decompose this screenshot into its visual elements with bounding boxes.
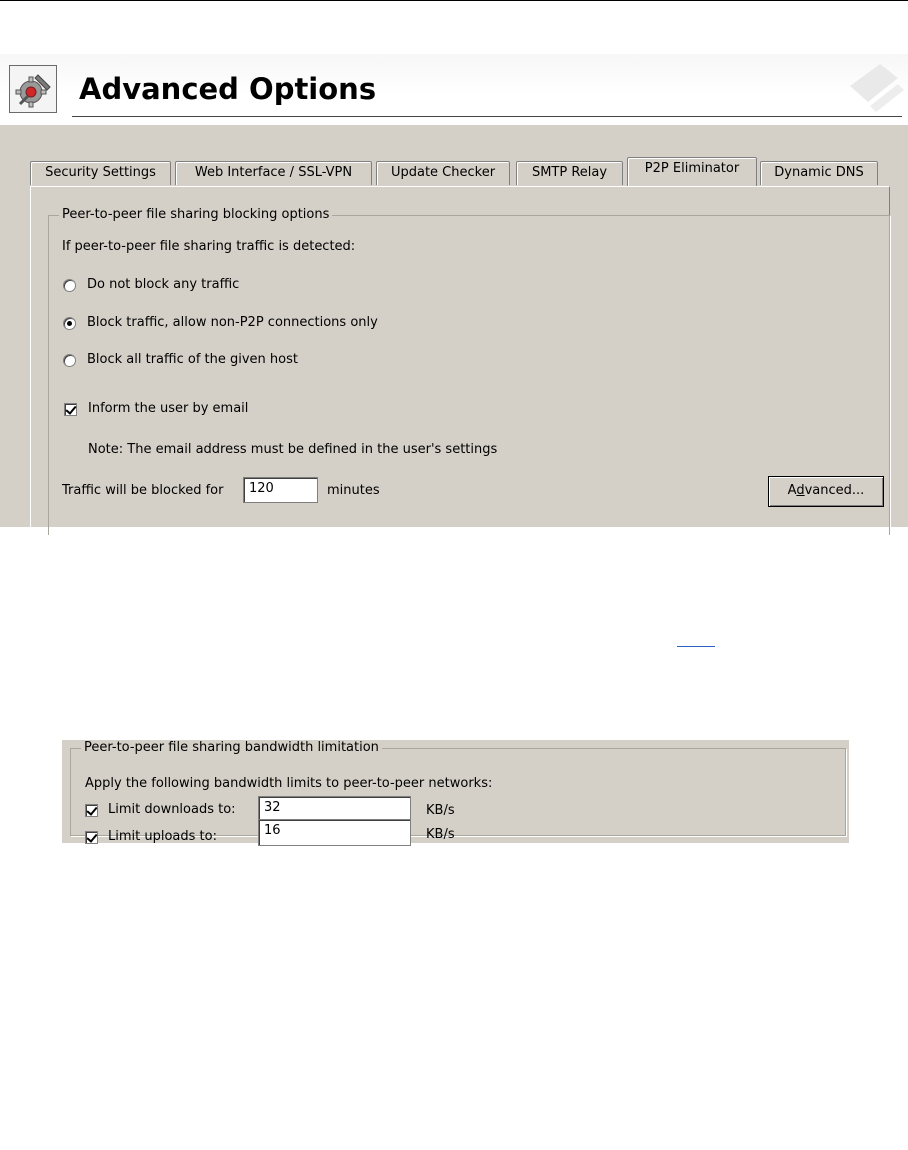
tab-update-checker[interactable]: Update Checker	[376, 161, 510, 185]
downloads-unit-label: KB/s	[426, 803, 455, 818]
tab-web-interface[interactable]: Web Interface / SSL-VPN	[175, 161, 372, 185]
inform-email-label[interactable]: Inform the user by email	[88, 401, 249, 416]
header-divider	[72, 116, 902, 117]
link-underline	[677, 646, 715, 647]
radio-block-all-host[interactable]	[63, 354, 76, 367]
tab-security-settings[interactable]: Security Settings	[30, 161, 171, 185]
blocked-for-label: Traffic will be blocked for	[62, 483, 224, 498]
blocking-prompt: If peer-to-peer file sharing traffic is detected:	[62, 239, 356, 254]
radio-do-not-block[interactable]	[63, 279, 76, 292]
blocked-minutes-input[interactable]: 120	[243, 477, 318, 503]
top-rule	[0, 0, 908, 1]
tools-gear-icon	[9, 65, 57, 113]
inform-email-checkbox[interactable]	[64, 403, 77, 416]
tab-p2p-eliminator[interactable]: P2P Eliminator	[627, 157, 757, 186]
bandwidth-prompt: Apply the following bandwidth limits to peer-to-peer networks:	[85, 776, 493, 791]
radio-do-not-block-label[interactable]: Do not block any traffic	[87, 277, 240, 292]
limit-uploads-checkbox[interactable]	[85, 831, 98, 844]
limit-uploads-label[interactable]: Limit uploads to:	[108, 829, 217, 844]
radio-block-allow-non-p2p-label[interactable]: Block traffic, allow non-P2P connections only	[87, 315, 378, 330]
watermark-logo-icon	[840, 56, 906, 122]
limit-downloads-input[interactable]: 32	[258, 796, 411, 823]
email-note: Note: The email address must be defined in the user's settings	[88, 442, 498, 457]
limit-uploads-input[interactable]: 16	[258, 819, 411, 846]
tab-dynamic-dns[interactable]: Dynamic DNS	[760, 161, 878, 185]
tab-smtp-relay[interactable]: SMTP Relay	[516, 161, 623, 185]
bandwidth-legend: Peer-to-peer file sharing bandwidth limitation	[81, 740, 382, 756]
limit-downloads-checkbox[interactable]	[85, 804, 98, 817]
uploads-unit-label: KB/s	[426, 827, 455, 842]
minutes-unit-label: minutes	[327, 483, 380, 498]
tab-strip	[30, 157, 890, 185]
blocking-options-legend: Peer-to-peer file sharing blocking options	[59, 207, 332, 223]
radio-block-allow-non-p2p[interactable]	[63, 317, 76, 330]
limit-downloads-label[interactable]: Limit downloads to:	[108, 802, 236, 817]
page-title: Advanced Options	[79, 72, 377, 106]
advanced-button[interactable]: Advanced...	[768, 476, 884, 507]
bandwidth-limitation-group	[70, 740, 846, 836]
radio-block-all-host-label[interactable]: Block all traffic of the given host	[87, 352, 298, 367]
